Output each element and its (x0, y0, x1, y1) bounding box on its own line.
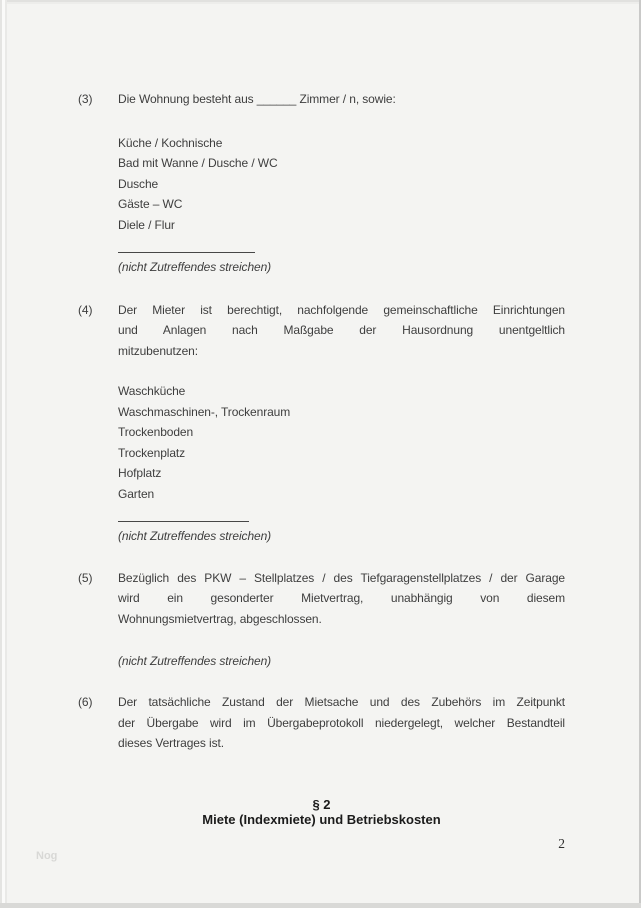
list-item: Diele / Flur (118, 217, 175, 232)
list-item: Küche / Kochnische (118, 135, 223, 150)
watermark: Nog (36, 850, 58, 862)
clause-5 (78, 568, 565, 672)
clause-6 (78, 692, 565, 754)
list-item: Garten (118, 486, 155, 501)
clause-number: (4) (78, 302, 93, 317)
page-edge-bottom (0, 903, 641, 908)
clause-number: (6) (78, 695, 93, 709)
contract-page-body (78, 89, 565, 828)
list-item: Hofplatz (118, 466, 162, 480)
list-item: Trockenboden (118, 425, 194, 439)
clause-number: (5) (78, 570, 93, 585)
list-item: Bad mit Wanne / Dusche / WC (118, 156, 278, 170)
strike-note: (nicht Zutreffendes streichen) (118, 260, 272, 274)
list-item: Trockenplatz (118, 445, 186, 460)
list-item: Waschmaschinen-, Trockenraum (118, 404, 291, 419)
fill-in-line (118, 252, 255, 253)
section-heading (78, 797, 565, 828)
page-edge-top (0, 0, 641, 4)
clause-text-line: Die Wohnung besteht aus ______ Zimmer / n, sowie: (118, 92, 396, 106)
clause-3 (78, 89, 565, 278)
clause-text-line: mitzubenutzen: (118, 343, 198, 358)
amenity-list (118, 381, 565, 504)
page-number: 2 (558, 836, 565, 851)
clause-text-line: und Anlagen nach Maßgabe der Hausordnung unentgeltlich (118, 323, 565, 337)
section-title: Miete (Indexmiete) und Betriebskosten (202, 812, 441, 827)
list-item: Dusche (118, 176, 159, 191)
room-list (118, 133, 565, 236)
clause-text-line: Der Mieter ist berechtigt, nachfolgende gemeinschaftliche Einrichtungen (118, 302, 565, 317)
page-edge-left (0, 0, 7, 908)
list-item: Gäste – WC (118, 197, 183, 211)
clause-number: (3) (78, 92, 93, 106)
paragraph-symbol-line: § 2 (312, 796, 331, 812)
strike-note: (nicht Zutreffendes streichen) (118, 529, 272, 543)
clause-text-line: der Übergabe wird im Übergabeprotokoll niedergelegt, welcher Bestandteil (118, 715, 565, 730)
clause-text-line: Bezüglich des PKW – Stellplatzes / des Tiefgaragenstellplatzes / der Garage (118, 570, 565, 585)
clause-text-line: Wohnungsmietvertrag, abgeschlossen. (118, 611, 322, 626)
list-item: Waschküche (118, 384, 186, 398)
clause-text-line: Der tatsächliche Zustand der Mietsache und des Zubehörs im Zeitpunkt (118, 695, 565, 709)
clause-text-line: dieses Vertrages ist. (118, 736, 224, 750)
clause-text-line: wird ein gesonderter Mietvertrag, unabhängig von diesem (118, 591, 565, 605)
fill-in-line (118, 521, 249, 522)
clause-4 (78, 300, 565, 547)
strike-note: (nicht Zutreffendes streichen) (118, 653, 272, 668)
